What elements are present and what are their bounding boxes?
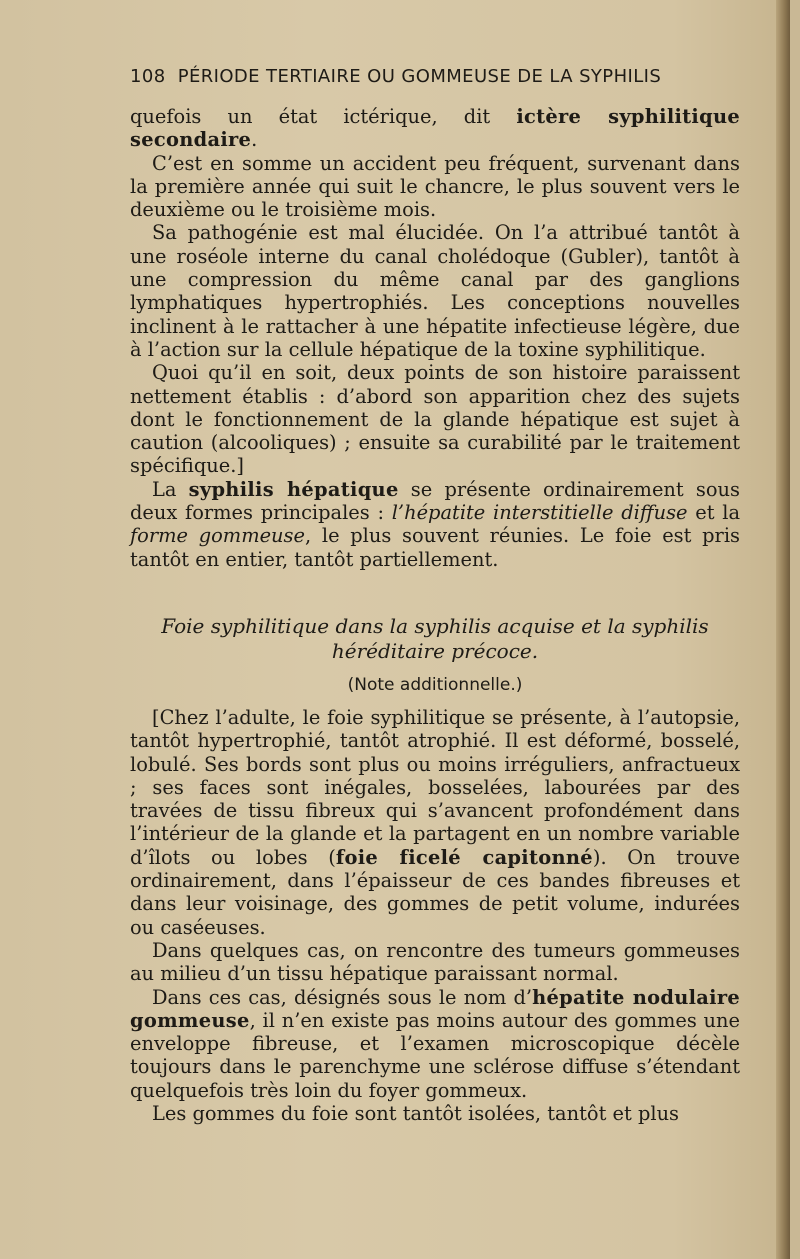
term-ictere: ictère syphilitique secondaire xyxy=(130,105,740,152)
term-syphilis-hepatique: syphilis hépatique xyxy=(188,477,399,501)
paragraph: Sa pathogénie est mal élucidée. On l’a attribué tantôt à une roséole interne du canal cholédoque (Gubler), tantôt à une compression du même canal par des ganglions lymphatiques hypertrophiés. Les conceptions nouvelles inclinent à le rattacher à une hépatite infectieuse légère, due à l’action sur la cellule hépatique de la toxine syphilitique. xyxy=(130,221,740,361)
term-hepatite-interstitielle: l’hépatite interstitielle diffuse xyxy=(391,501,688,525)
paragraph: [Chez l’adulte, le foie syphilitique se présente, à l’autopsie, tantôt hypertrophié, tantôt atrophié. Il est déformé, bosselé, lobulé. Ses bords sont plus ou moins irréguliers, anfractueux ; ses faces sont inégales, bosselées, labourées par des travées de tissu fibreux qui s’avancent profondément dans l’intérieur de la glande et la partagent en un nombre variable d’îlots ou lobes (foie ficelé capitonné). On trouve ordinairement, dans l’épaisseur de ces bandes fibreuses et dans leur voisinage, des gommes de petit volume, indurées ou caséeuses. xyxy=(130,706,740,939)
body-text-bottom xyxy=(130,706,740,1125)
paragraph: quefois un état ictérique, dit ictère syphilitique secondaire. xyxy=(130,105,740,152)
paragraph: Quoi qu’il en soit, deux points de son histoire paraissent nettement établis : d’abord son apparition chez des sujets dont le fonctionnement de la glande hépatique est sujet à caution (alcooliques) ; ensuite sa curabilité par le traitement spécifique.] xyxy=(130,361,740,478)
term-hepatite-nodulaire: hépatite nodulaire gommeuse xyxy=(130,985,740,1032)
paragraph: Dans ces cas, désignés sous le nom d’hépatite nodulaire gommeuse, il n’en existe pas moins autour des gommes une enveloppe fibreuse, et l’examen microscopique décèle toujours dans le parenchyme une sclérose diffuse s’étendant quelquefois très loin du foyer gommeux. xyxy=(130,985,740,1102)
paragraph: Dans quelques cas, on rencontre des tumeurs gommeuses au milieu d’un tissu hépatique paraissant normal. xyxy=(130,938,740,986)
paragraph: La syphilis hépatique se présente ordinairement sous deux formes principales : l’hépatite interstitielle diffuse et la forme gommeuse, le plus souvent réunies. Le foie est pris tantôt en entier, tantôt partiellement. xyxy=(130,477,741,571)
running-title: PÉRIODE TERTIAIRE OU GOMMEUSE DE LA SYPHILIS xyxy=(177,66,662,87)
term-forme-gommeuse: forme gommeuse xyxy=(130,524,305,548)
section-note: (Note additionnelle.) xyxy=(347,675,523,695)
body-text-top xyxy=(130,105,740,571)
section-title: Foie syphilitique dans la syphilis acquise et la syphilis héréditaire précoce. xyxy=(161,614,709,663)
page-number: 108 xyxy=(130,66,166,87)
paragraph: Les gommes du foie sont tantôt isolées, tantôt et plus xyxy=(152,1102,680,1126)
term-foie-ficele: foie ficelé capitonné xyxy=(335,845,593,869)
page-edge xyxy=(776,0,790,1259)
running-header xyxy=(130,66,740,87)
paragraph: C’est en somme un accident peu fréquent, survenant dans la première année qui suit le chancre, le plus souvent vers le deuxième ou le troisième mois. xyxy=(130,151,740,222)
